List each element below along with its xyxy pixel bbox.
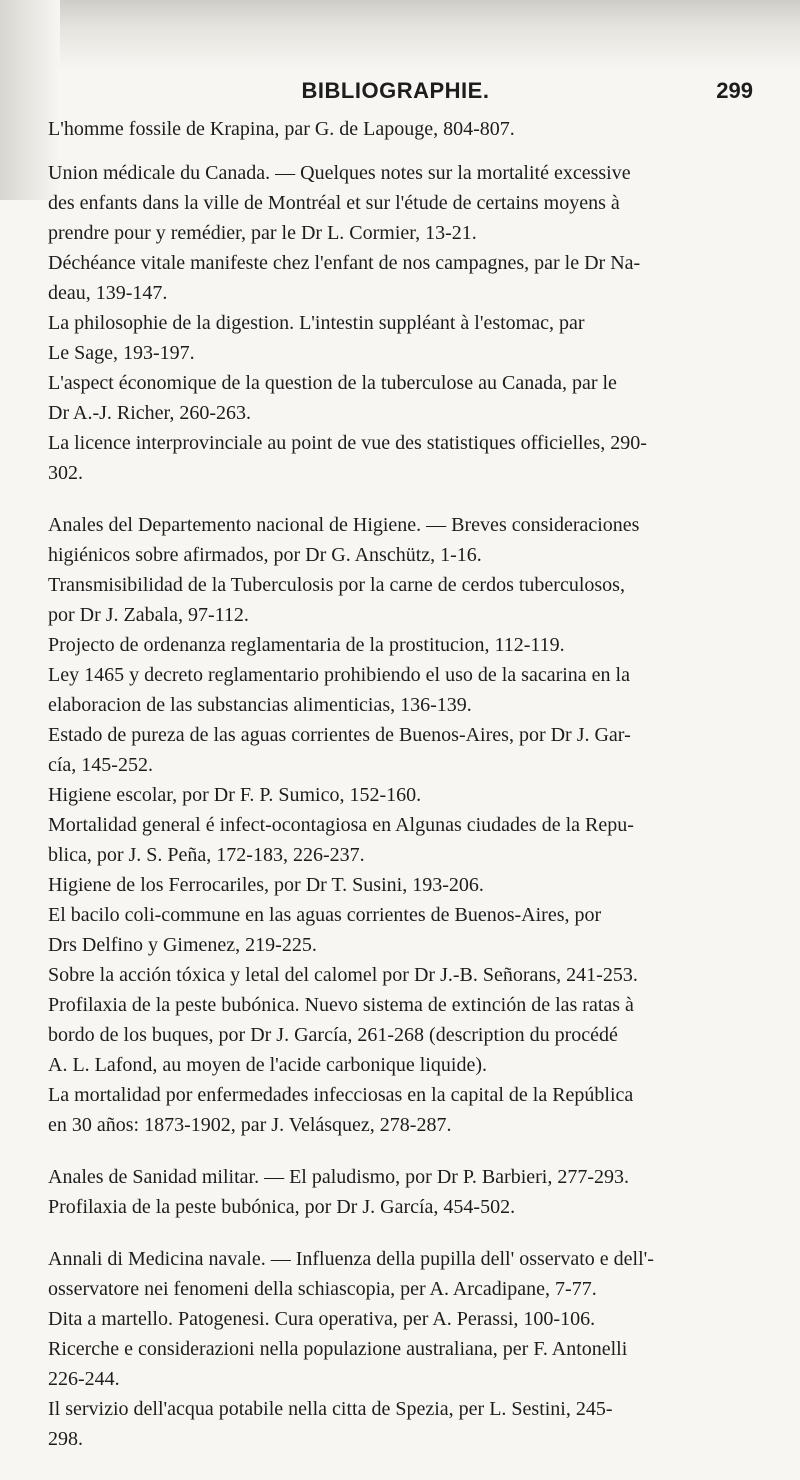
text-line: higiénicos sobre afirmados, por Dr G. Anschütz, 1-16.	[48, 544, 482, 566]
text-line: Il servizio dell'acqua potabile nella citta de Spezia, per L. Sestini, 245-	[48, 1398, 613, 1420]
text-line: Union médicale du Canada. — Quelques notes sur la mortalité excessive	[48, 162, 631, 184]
running-title: BIBLIOGRAPHIE.	[301, 78, 490, 103]
text-line: des enfants dans la ville de Montréal et sur l'étude de certains moyens à	[48, 192, 620, 214]
text-block	[48, 114, 743, 1454]
text-line: Higiene escolar, por Dr F. P. Sumico, 152-160.	[48, 784, 422, 806]
text-line: La philosophie de la digestion. L'intestin suppléant à l'estomac, par	[48, 312, 585, 334]
text-line: en 30 años: 1873-1902, par J. Velásquez, 278-287.	[48, 1114, 452, 1136]
text-line: Mortalidad general é infect-ocontagiosa en Algunas ciudades de la Repu-	[48, 814, 634, 836]
text-line: Déchéance vitale manifeste chez l'enfant de nos campagnes, par le Dr Na-	[48, 252, 641, 274]
text-line: El bacilo coli-commune en las aguas corrientes de Buenos-Aires, por	[48, 904, 602, 926]
text-line: Anales del Departemento nacional de Higiene. — Breves consideraciones	[48, 514, 640, 536]
text-line: A. L. Lafond, au moyen de l'acide carbonique liquide).	[48, 1054, 488, 1076]
scan-shadow-top	[0, 0, 800, 70]
text-line: elaboracion de las substancias alimenticias, 136-139.	[48, 694, 472, 716]
text-line: bordo de los buques, por Dr J. García, 261-268 (description du procédé	[48, 1024, 618, 1046]
text-line: Drs Delfino y Gimenez, 219-225.	[48, 934, 317, 956]
text-line: Sobre la acción tóxica y letal del calomel por Dr J.-B. Señorans, 241-253.	[48, 964, 638, 986]
text-line: L'aspect économique de la question de la tuberculose au Canada, par le	[48, 372, 617, 394]
text-line: Anales de Sanidad militar. — El paludismo, por Dr P. Barbieri, 277-293.	[48, 1166, 630, 1188]
text-line: Annali di Medicina navale. — Influenza della pupilla dell' osservato e dell'-	[48, 1248, 654, 1270]
page-body	[48, 74, 753, 1454]
page-number: 299	[716, 78, 753, 103]
page-header	[48, 74, 753, 114]
text-line: Projecto de ordenanza reglamentaria de la prostitucion, 112-119.	[48, 634, 565, 656]
text-line: por Dr J. Zabala, 97-112.	[48, 604, 249, 626]
text-line: La licence interprovinciale au point de vue des statistiques officielles, 290-	[48, 432, 647, 454]
text-line: 298.	[48, 1428, 83, 1450]
text-line: Le Sage, 193-197.	[48, 342, 195, 364]
text-line: Dita a martello. Patogenesi. Cura operativa, per A. Perassi, 100-106.	[48, 1308, 596, 1330]
text-line: Higiene de los Ferrocariles, por Dr T. Susini, 193-206.	[48, 874, 484, 896]
text-line: Profilaxia de la peste bubónica. Nuevo sistema de extinción de las ratas à	[48, 994, 634, 1016]
text-line: Transmisibilidad de la Tuberculosis por la carne de cerdos tuberculosos,	[48, 574, 625, 596]
text-line: 226-244.	[48, 1368, 120, 1390]
text-line: Dr A.-J. Richer, 260-263.	[48, 402, 252, 424]
text-line: osservatore nei fenomeni della schiascopia, per A. Arcadipane, 7-77.	[48, 1278, 597, 1300]
text-line: cía, 145-252.	[48, 754, 153, 776]
text-line: Profilaxia de la peste bubónica, por Dr J. García, 454-502.	[48, 1196, 516, 1218]
text-line: deau, 139-147.	[48, 282, 168, 304]
text-line: 302.	[48, 462, 83, 484]
text-line: Ley 1465 y decreto reglamentario prohibiendo el uso de la sacarina en la	[48, 664, 630, 686]
text-line: blica, por J. S. Peña, 172-183, 226-237.	[48, 844, 365, 866]
text-line: prendre pour y remédier, par le Dr L. Cormier, 13-21.	[48, 222, 477, 244]
text-line: Ricerche e considerazioni nella populazione australiana, per F. Antonelli	[48, 1338, 628, 1360]
text-line: La mortalidad por enfermedades infecciosas en la capital de la República	[48, 1084, 634, 1106]
text-line: Estado de pureza de las aguas corrientes de Buenos-Aires, por Dr J. Gar-	[48, 724, 631, 746]
text-line: L'homme fossile de Krapina, par G. de Lapouge, 804-807.	[48, 118, 515, 140]
